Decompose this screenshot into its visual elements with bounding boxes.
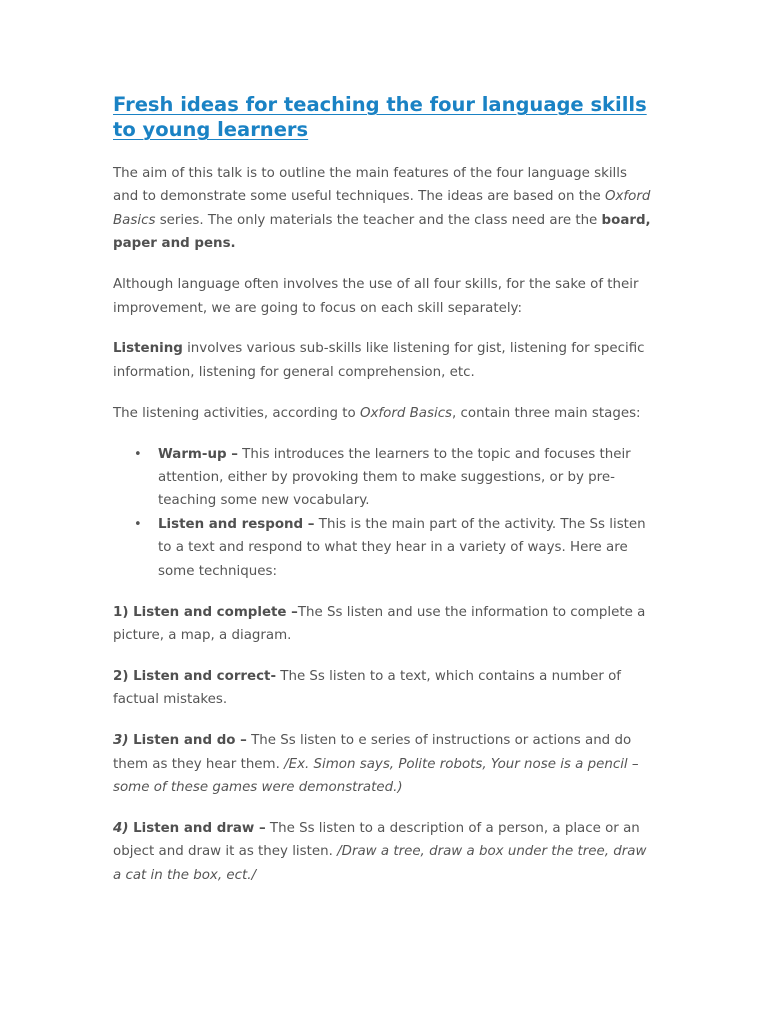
- technique-description: The Ss listen to a text, which contains a number of factual mistakes.: [113, 668, 622, 708]
- intro-emphasis-oxford-basics: Oxford Basics: [113, 189, 651, 228]
- listening-term: Listening: [113, 341, 183, 357]
- bullet-icon: •: [134, 446, 142, 462]
- listening-paragraph: [113, 337, 653, 384]
- bullet-icon: •: [134, 516, 142, 532]
- intro-text-1: The aim of this talk is to outline the main features of the four language skills and to demonstrate some useful techniques. The ideas are based on the: [113, 166, 627, 205]
- technique-title: 1) Listen and complete –: [113, 604, 298, 620]
- technique-number: 4): [113, 820, 129, 836]
- stages-intro-text-2: , contain three main stages:: [452, 405, 641, 421]
- technique-listen-complete: [113, 601, 653, 648]
- stage-description: This is the main part of the activity. The Ss listen to a text and respond to what they hear in a variety of ways. Here are some techniques:: [158, 516, 646, 579]
- skills-paragraph: Although language often involves the use of all four skills, for the sake of their improvement, we are going to focus on each skill separately:: [113, 277, 639, 316]
- stage-title-warm-up: Warm-up –: [158, 446, 238, 462]
- technique-number: 3): [113, 733, 129, 749]
- technique-listen-draw: [113, 817, 653, 887]
- technique-description: The Ss listen to a description of a person, a place or an object and draw it as they listen.: [113, 820, 640, 860]
- list-item: [134, 513, 653, 583]
- technique-listen-correct: [113, 665, 653, 712]
- stage-description: This introduces the learners to the topic and focuses their attention, either by provoking them to make suggestions, or by pre-teaching some new vocabulary.: [158, 446, 631, 509]
- document-page: [113, 92, 653, 905]
- intro-text-2: series. The only materials the teacher and the class need are the: [155, 212, 602, 228]
- document-title: Fresh ideas for teaching the four language skills to young learners: [113, 93, 647, 141]
- technique-example: /Ex. Simon says, Polite robots, Your nose is a pencil – some of these games were demonstrated.): [113, 756, 639, 796]
- stages-list: [113, 443, 653, 583]
- technique-description: The Ss listen and use the information to complete a picture, a map, a diagram.: [113, 604, 646, 643]
- technique-title: Listen and draw –: [133, 820, 266, 836]
- stages-intro-text-1: The listening activities, according to: [113, 405, 360, 421]
- technique-title: 2) Listen and correct-: [113, 668, 277, 684]
- stages-intro-paragraph: [113, 402, 653, 425]
- list-item: [134, 443, 653, 513]
- technique-example: /Draw a tree, draw a box under the tree, draw a cat in the box, ect./: [113, 844, 647, 883]
- listening-description: involves various sub-skills like listening for gist, listening for specific information, listening for general comprehension, etc.: [113, 341, 645, 380]
- intro-paragraph: [113, 162, 653, 256]
- intro-materials: board, paper and pens.: [113, 212, 651, 252]
- stage-title-listen-respond: Listen and respond –: [158, 516, 315, 532]
- technique-title: Listen and do –: [133, 733, 247, 749]
- technique-listen-do: [113, 729, 653, 799]
- stages-intro-emphasis: Oxford Basics: [359, 405, 453, 421]
- technique-description: The Ss listen to e series of instructions or actions and do them as they hear them.: [113, 733, 632, 772]
